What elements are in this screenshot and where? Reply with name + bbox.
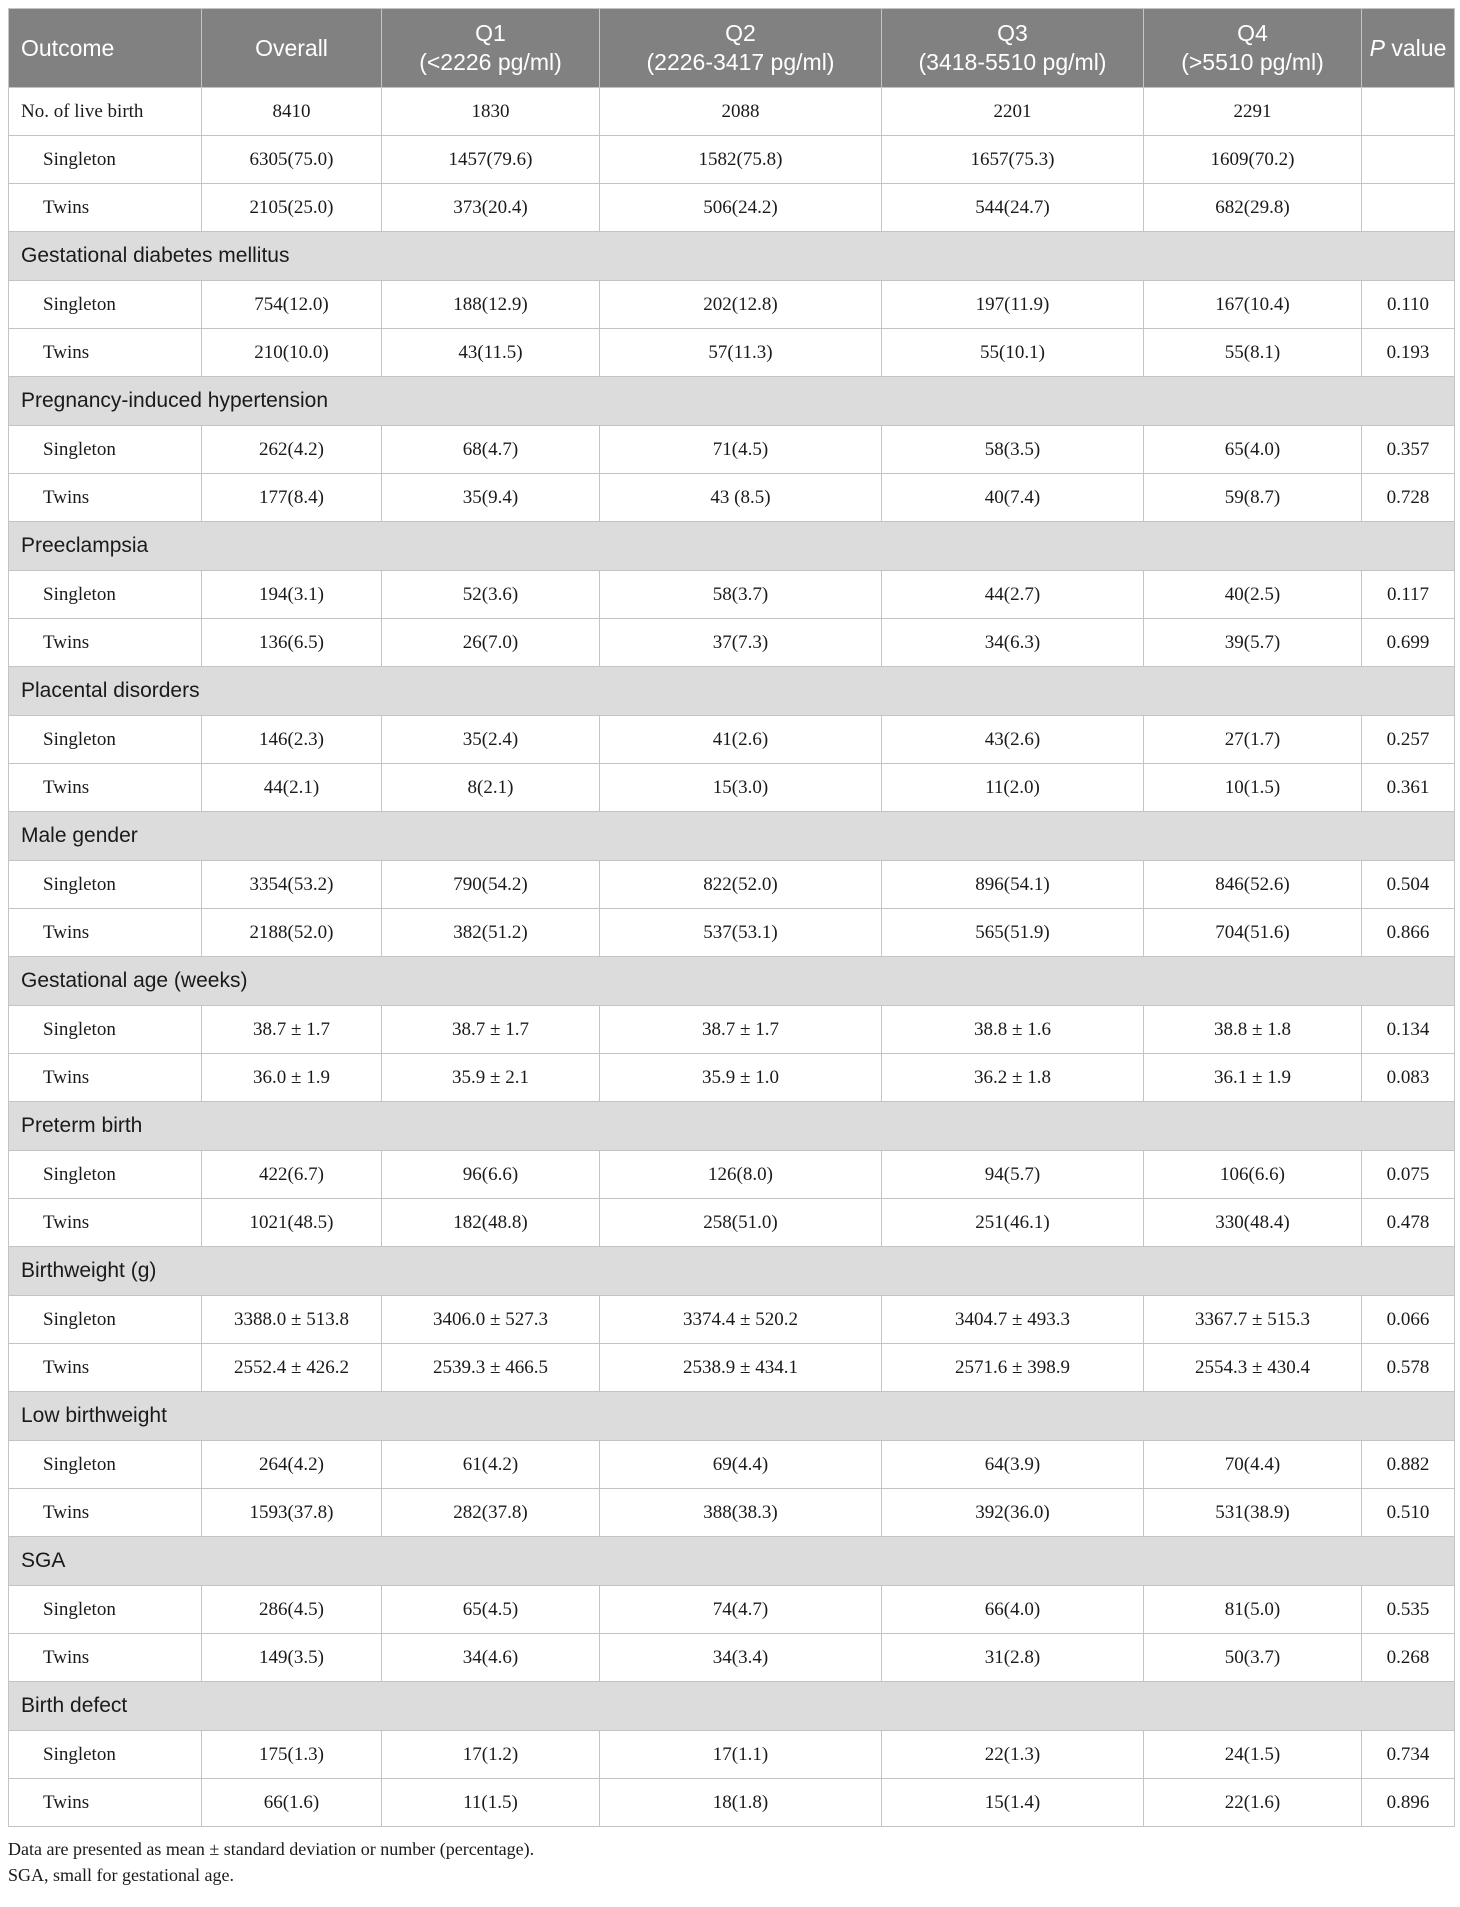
cell-q4: 682(29.8) [1144,184,1362,232]
cell-p: 0.728 [1362,474,1455,522]
cell-q4: 2291 [1144,88,1362,136]
header-overall: Overall [202,9,382,88]
cell-q2: 506(24.2) [600,184,882,232]
cell-q4: 81(5.0) [1144,1586,1362,1634]
cell-q4: 36.1 ± 1.9 [1144,1054,1362,1102]
cell-q2: 43 (8.5) [600,474,882,522]
cell-q1: 382(51.2) [382,909,600,957]
cell-q2: 1582(75.8) [600,136,882,184]
cell-p: 0.535 [1362,1586,1455,1634]
table-row [9,619,1455,667]
outcomes-table [8,8,1455,1827]
table-row [9,764,1455,812]
cell-q3: 22(1.3) [882,1731,1144,1779]
footnote-2: SGA, small for gestational age. [8,1865,234,1885]
cell-q1: 188(12.9) [382,281,600,329]
row-label: Twins [9,1779,202,1827]
section-label: Gestational diabetes mellitus [9,232,1455,281]
section-row [9,957,1455,1006]
cell-q4: 50(3.7) [1144,1634,1362,1682]
cell-overall: 38.7 ± 1.7 [202,1006,382,1054]
cell-q1: 43(11.5) [382,329,600,377]
header-p-value [1362,9,1455,88]
cell-q1: 68(4.7) [382,426,600,474]
table-row [9,1489,1455,1537]
cell-q4: 846(52.6) [1144,861,1362,909]
row-label: Twins [9,1054,202,1102]
cell-p: 0.083 [1362,1054,1455,1102]
row-label: No. of live birth [9,88,202,136]
cell-overall: 2105(25.0) [202,184,382,232]
cell-overall: 146(2.3) [202,716,382,764]
row-label: Twins [9,329,202,377]
row-label: Twins [9,1199,202,1247]
table-row [9,1779,1455,1827]
cell-q1: 52(3.6) [382,571,600,619]
cell-q3: 3404.7 ± 493.3 [882,1296,1144,1344]
section-row [9,1682,1455,1731]
section-label: Pregnancy-induced hypertension [9,377,1455,426]
section-label: Birth defect [9,1682,1455,1731]
cell-q4: 106(6.6) [1144,1151,1362,1199]
header-q4-range: (>5510 pg/ml) [1181,49,1324,75]
header-q1 [382,9,600,88]
cell-q4: 167(10.4) [1144,281,1362,329]
header-q1-label: Q1 [475,20,506,47]
cell-q4: 70(4.4) [1144,1441,1362,1489]
cell-overall: 194(3.1) [202,571,382,619]
table-row [9,1586,1455,1634]
cell-q1: 35(9.4) [382,474,600,522]
cell-q3: 55(10.1) [882,329,1144,377]
table-row [9,88,1455,136]
cell-q3: 2201 [882,88,1144,136]
cell-q3: 392(36.0) [882,1489,1144,1537]
cell-q2: 3374.4 ± 520.2 [600,1296,882,1344]
row-label: Twins [9,1344,202,1392]
section-row [9,667,1455,716]
cell-q4: 59(8.7) [1144,474,1362,522]
cell-q4: 39(5.7) [1144,619,1362,667]
cell-overall: 264(4.2) [202,1441,382,1489]
cell-q3: 11(2.0) [882,764,1144,812]
cell-q1: 3406.0 ± 527.3 [382,1296,600,1344]
table-row [9,426,1455,474]
cell-q1: 1457(79.6) [382,136,600,184]
row-label: Twins [9,619,202,667]
cell-q3: 197(11.9) [882,281,1144,329]
cell-q2: 58(3.7) [600,571,882,619]
cell-p: 0.257 [1362,716,1455,764]
cell-q1: 17(1.2) [382,1731,600,1779]
cell-p: 0.478 [1362,1199,1455,1247]
table-row [9,716,1455,764]
header-q2 [600,9,882,88]
cell-q1: 1830 [382,88,600,136]
section-label: Preeclampsia [9,522,1455,571]
cell-q1: 35(2.4) [382,716,600,764]
table-row [9,281,1455,329]
cell-q3: 44(2.7) [882,571,1144,619]
cell-q2: 126(8.0) [600,1151,882,1199]
cell-q3: 64(3.9) [882,1441,1144,1489]
cell-q1: 65(4.5) [382,1586,600,1634]
cell-q4: 38.8 ± 1.8 [1144,1006,1362,1054]
row-label: Singleton [9,136,202,184]
cell-q2: 388(38.3) [600,1489,882,1537]
cell-q3: 31(2.8) [882,1634,1144,1682]
section-row [9,1537,1455,1586]
section-row [9,1247,1455,1296]
cell-q4: 704(51.6) [1144,909,1362,957]
cell-p: 0.699 [1362,619,1455,667]
cell-overall: 754(12.0) [202,281,382,329]
table-row [9,1441,1455,1489]
cell-overall: 36.0 ± 1.9 [202,1054,382,1102]
table-row [9,184,1455,232]
cell-q2: 17(1.1) [600,1731,882,1779]
cell-q2: 2538.9 ± 434.1 [600,1344,882,1392]
cell-q1: 96(6.6) [382,1151,600,1199]
section-label: Low birthweight [9,1392,1455,1441]
cell-q4: 55(8.1) [1144,329,1362,377]
table-row [9,1199,1455,1247]
section-row [9,377,1455,426]
table-header [9,9,1455,88]
cell-overall: 3354(53.2) [202,861,382,909]
cell-q2: 2088 [600,88,882,136]
cell-p: 0.882 [1362,1441,1455,1489]
cell-q2: 258(51.0) [600,1199,882,1247]
cell-overall: 175(1.3) [202,1731,382,1779]
cell-p [1362,88,1455,136]
table-row [9,909,1455,957]
cell-q3: 2571.6 ± 398.9 [882,1344,1144,1392]
cell-p: 0.578 [1362,1344,1455,1392]
cell-q1: 61(4.2) [382,1441,600,1489]
cell-p: 0.117 [1362,571,1455,619]
cell-q1: 8(2.1) [382,764,600,812]
table-container [8,8,1454,1888]
cell-q4: 22(1.6) [1144,1779,1362,1827]
cell-q4: 10(1.5) [1144,764,1362,812]
cell-q4: 2554.3 ± 430.4 [1144,1344,1362,1392]
cell-p: 0.110 [1362,281,1455,329]
row-label: Singleton [9,716,202,764]
cell-q3: 66(4.0) [882,1586,1144,1634]
cell-overall: 3388.0 ± 513.8 [202,1296,382,1344]
section-row [9,1392,1455,1441]
table-row [9,861,1455,909]
cell-q1: 11(1.5) [382,1779,600,1827]
cell-overall: 136(6.5) [202,619,382,667]
cell-q1: 182(48.8) [382,1199,600,1247]
cell-q1: 38.7 ± 1.7 [382,1006,600,1054]
cell-overall: 44(2.1) [202,764,382,812]
table-row [9,571,1455,619]
table-row [9,1344,1455,1392]
header-outcome: Outcome [9,9,202,88]
header-row [9,9,1455,88]
cell-overall: 149(3.5) [202,1634,382,1682]
cell-p: 0.357 [1362,426,1455,474]
cell-p: 0.734 [1362,1731,1455,1779]
table-row [9,329,1455,377]
cell-q3: 94(5.7) [882,1151,1144,1199]
cell-q1: 35.9 ± 2.1 [382,1054,600,1102]
table-row [9,1731,1455,1779]
cell-q2: 822(52.0) [600,861,882,909]
cell-p [1362,184,1455,232]
footnote-1: Data are presented as mean ± standard deviation or number (percentage). [8,1839,535,1859]
cell-q2: 71(4.5) [600,426,882,474]
table-body [9,88,1455,1827]
header-q4-label: Q4 [1237,20,1268,47]
cell-q1: 26(7.0) [382,619,600,667]
cell-q3: 43(2.6) [882,716,1144,764]
section-label: Gestational age (weeks) [9,957,1455,1006]
cell-q4: 330(48.4) [1144,1199,1362,1247]
cell-q3: 34(6.3) [882,619,1144,667]
row-label: Singleton [9,1441,202,1489]
cell-p: 0.504 [1362,861,1455,909]
cell-p: 0.896 [1362,1779,1455,1827]
cell-q2: 74(4.7) [600,1586,882,1634]
cell-q2: 41(2.6) [600,716,882,764]
table-row [9,1296,1455,1344]
table-row [9,1151,1455,1199]
section-label: Placental disorders [9,667,1455,716]
cell-overall: 1593(37.8) [202,1489,382,1537]
section-row [9,812,1455,861]
cell-q1: 790(54.2) [382,861,600,909]
row-label: Twins [9,764,202,812]
cell-q4: 531(38.9) [1144,1489,1362,1537]
table-row [9,1054,1455,1102]
header-q3-range: (3418-5510 pg/ml) [918,49,1107,75]
section-row [9,522,1455,571]
cell-p [1362,136,1455,184]
header-q3 [882,9,1144,88]
cell-q3: 251(46.1) [882,1199,1144,1247]
table-row [9,474,1455,522]
row-label: Singleton [9,426,202,474]
header-q2-label: Q2 [725,20,756,47]
section-label: SGA [9,1537,1455,1586]
cell-overall: 210(10.0) [202,329,382,377]
cell-q2: 18(1.8) [600,1779,882,1827]
cell-q2: 537(53.1) [600,909,882,957]
section-row [9,232,1455,281]
header-p-letter: P [1369,34,1385,61]
cell-q2: 202(12.8) [600,281,882,329]
row-label: Singleton [9,1296,202,1344]
cell-p: 0.075 [1362,1151,1455,1199]
cell-p: 0.361 [1362,764,1455,812]
cell-q1: 282(37.8) [382,1489,600,1537]
table-row [9,1006,1455,1054]
row-label: Singleton [9,1151,202,1199]
cell-overall: 2552.4 ± 426.2 [202,1344,382,1392]
row-label: Singleton [9,281,202,329]
cell-q1: 2539.3 ± 466.5 [382,1344,600,1392]
cell-p: 0.510 [1362,1489,1455,1537]
cell-overall: 286(4.5) [202,1586,382,1634]
cell-q3: 565(51.9) [882,909,1144,957]
cell-q4: 24(1.5) [1144,1731,1362,1779]
section-label: Birthweight (g) [9,1247,1455,1296]
header-q2-range: (2226-3417 pg/ml) [646,49,835,75]
cell-q3: 40(7.4) [882,474,1144,522]
cell-q2: 15(3.0) [600,764,882,812]
cell-q3: 15(1.4) [882,1779,1144,1827]
row-label: Singleton [9,861,202,909]
cell-q4: 27(1.7) [1144,716,1362,764]
cell-q3: 544(24.7) [882,184,1144,232]
cell-q1: 34(4.6) [382,1634,600,1682]
cell-overall: 8410 [202,88,382,136]
cell-q3: 896(54.1) [882,861,1144,909]
cell-q3: 36.2 ± 1.8 [882,1054,1144,1102]
footnotes [8,1836,1454,1888]
cell-overall: 6305(75.0) [202,136,382,184]
cell-q4: 3367.7 ± 515.3 [1144,1296,1362,1344]
cell-q2: 37(7.3) [600,619,882,667]
cell-q1: 373(20.4) [382,184,600,232]
cell-q2: 35.9 ± 1.0 [600,1054,882,1102]
table-row [9,136,1455,184]
cell-p: 0.193 [1362,329,1455,377]
row-label: Twins [9,474,202,522]
section-label: Preterm birth [9,1102,1455,1151]
row-label: Singleton [9,1006,202,1054]
row-label: Twins [9,184,202,232]
cell-overall: 1021(48.5) [202,1199,382,1247]
cell-q2: 69(4.4) [600,1441,882,1489]
cell-q4: 1609(70.2) [1144,136,1362,184]
cell-q3: 38.8 ± 1.6 [882,1006,1144,1054]
section-row [9,1102,1455,1151]
cell-q2: 57(11.3) [600,329,882,377]
cell-p: 0.268 [1362,1634,1455,1682]
header-p-rest: value [1384,34,1447,61]
cell-p: 0.866 [1362,909,1455,957]
header-q1-range: (<2226 pg/ml) [419,49,562,75]
cell-overall: 262(4.2) [202,426,382,474]
cell-q4: 65(4.0) [1144,426,1362,474]
cell-q4: 40(2.5) [1144,571,1362,619]
cell-q3: 1657(75.3) [882,136,1144,184]
cell-overall: 2188(52.0) [202,909,382,957]
row-label: Singleton [9,1731,202,1779]
row-label: Twins [9,909,202,957]
row-label: Singleton [9,1586,202,1634]
row-label: Singleton [9,571,202,619]
cell-overall: 422(6.7) [202,1151,382,1199]
row-label: Twins [9,1634,202,1682]
cell-p: 0.066 [1362,1296,1455,1344]
cell-p: 0.134 [1362,1006,1455,1054]
table-row [9,1634,1455,1682]
cell-q2: 38.7 ± 1.7 [600,1006,882,1054]
cell-q2: 34(3.4) [600,1634,882,1682]
header-q3-label: Q3 [997,20,1028,47]
cell-overall: 66(1.6) [202,1779,382,1827]
header-q4 [1144,9,1362,88]
row-label: Twins [9,1489,202,1537]
cell-q3: 58(3.5) [882,426,1144,474]
section-label: Male gender [9,812,1455,861]
cell-overall: 177(8.4) [202,474,382,522]
